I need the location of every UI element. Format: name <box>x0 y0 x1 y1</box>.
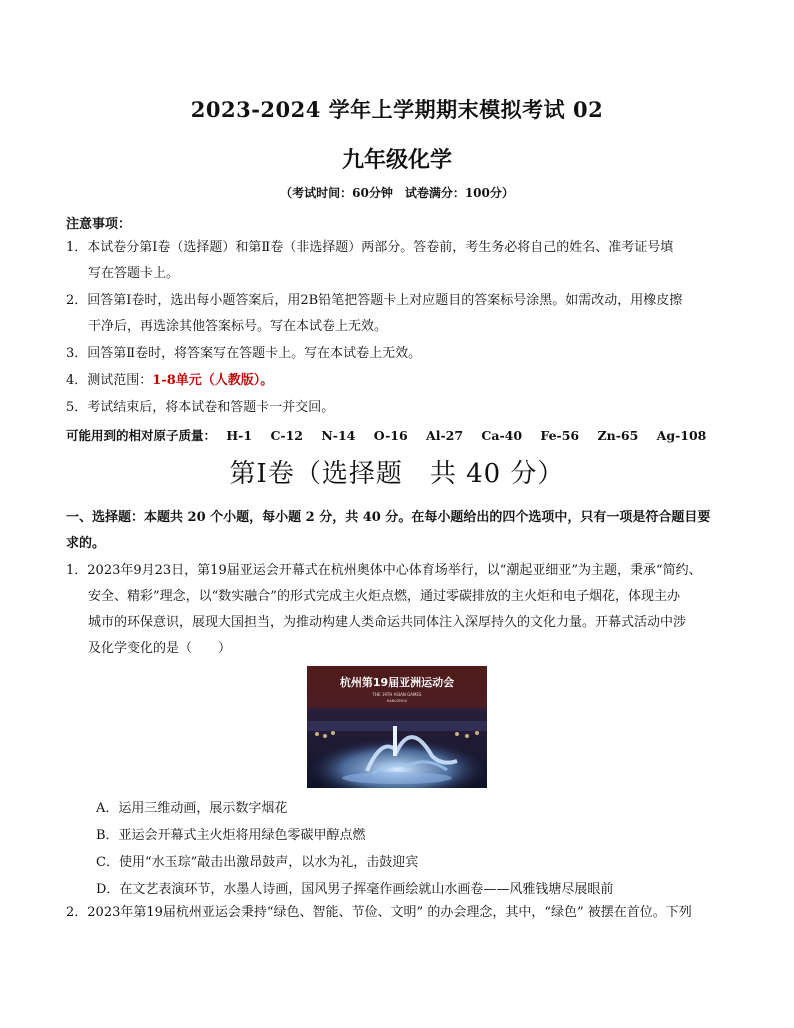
question-1-option-a: A．运用三维动画，展示数字烟花 <box>96 801 288 816</box>
section-intro-cont: 求的。 <box>66 536 106 551</box>
notice-item-2-cont: 干净后，再选涂其他答案标号。写在本试卷上无效。 <box>88 319 388 334</box>
photo-banner-text: 杭州第19届亚洲运动会 <box>339 676 455 689</box>
question-1-option-b: B．亚运会开幕式主火炬将用绿色零碳甲醇点燃 <box>96 828 366 843</box>
atomic-mass-item: Al-27 <box>426 428 464 443</box>
question-1-line: 及化学变化的是（ ） <box>88 641 232 656</box>
atomic-mass-item: N-14 <box>321 428 356 443</box>
photo-banner-city: HANGZHOU <box>386 699 408 703</box>
section-title: 第Ⅰ卷（选择题 共 40 分） <box>229 459 565 489</box>
atomic-mass-item: C-12 <box>270 428 303 443</box>
photo-banner-en: THE 19TH ASIAN GAMES <box>372 692 422 697</box>
test-range: 1-8单元（人教版）。 <box>152 373 274 388</box>
exam-title: 2023-2024 学年上学期期末模拟考试 02 <box>190 97 604 122</box>
question-1-option-d: D．在文艺表演环节，水墨人诗画，国风男子挥毫作画绘就山水画卷——风雅钱塘尽展眼前 <box>96 882 614 897</box>
notice-item-5: 5．考试结束后，将本试卷和答题卡一并交回。 <box>66 400 335 415</box>
exam-subject: 九年级化学 <box>341 147 452 173</box>
question-1-line: 1．2023年9月23日，第19届亚运会开幕式在杭州奥体中心体育场举行，以“潮起亚细亚”为主题，秉承“简约、 <box>66 563 702 578</box>
notice-item-4-prefix: 4．测试范围： <box>66 373 153 388</box>
atomic-mass-item: H-1 <box>226 428 253 443</box>
notice-item-2: 2．回答第Ⅰ卷时，选出每小题答案后，用2B铅笔把答题卡上对应题目的答案标号涂黑。如需改动，用橡皮擦 <box>66 293 683 308</box>
notice-item-3: 3．回答第Ⅱ卷时，将答案写在答题卡上。写在本试卷上无效。 <box>66 346 422 361</box>
question-1-line: 城市的环保意识，展现大国担当，为推动构建人类命运共同体注入深厚持久的文化力量。开幕式活动中涉 <box>88 615 687 630</box>
atomic-masses-label: 可能用到的相对原子质量： <box>66 428 217 443</box>
notice-item-4 <box>66 372 273 390</box>
question-2-line: 2．2023年第19届杭州亚运会秉持“绿色、智能、节俭、文明” 的办会理念，其中，“绿色” 被摆在首位。下列 <box>66 905 692 920</box>
atomic-masses <box>66 426 720 444</box>
atomic-mass-item: Ag-108 <box>656 428 707 443</box>
atomic-mass-item: O-16 <box>373 428 408 443</box>
atomic-mass-item: Fe-56 <box>540 428 580 443</box>
opening-ceremony-image <box>307 666 487 788</box>
question-1-option-c: C．使用“水玉琮”敲击出激昂鼓声，以水为礼，击鼓迎宾 <box>96 855 419 870</box>
atomic-mass-item: Ca-40 <box>481 428 523 443</box>
notice-item-1: 1．本试卷分第Ⅰ卷（选择题）和第Ⅱ卷（非选择题）两部分。答卷前，考生务必将自己的姓名、准考证号填 <box>66 240 674 255</box>
notice-item-1-cont: 写在答题卡上。 <box>88 266 180 281</box>
opening-ceremony-photo <box>307 666 487 788</box>
section-intro: 一、选择题：本题共 20 个小题，每小题 2 分，共 40 分。在每小题给出的四个选项中，只有一项是符合题目要 <box>66 510 711 525</box>
atomic-mass-item: Zn-65 <box>597 428 639 443</box>
exam-info: （考试时间：60分钟 试卷满分：100分） <box>280 186 514 200</box>
notice-heading: 注意事项： <box>66 217 132 232</box>
question-1-line: 安全、精彩”理念，以“数实融合”的形式完成主火炬点燃，通过零碳排放的主火炬和电子烟花，体现主办 <box>88 589 680 604</box>
